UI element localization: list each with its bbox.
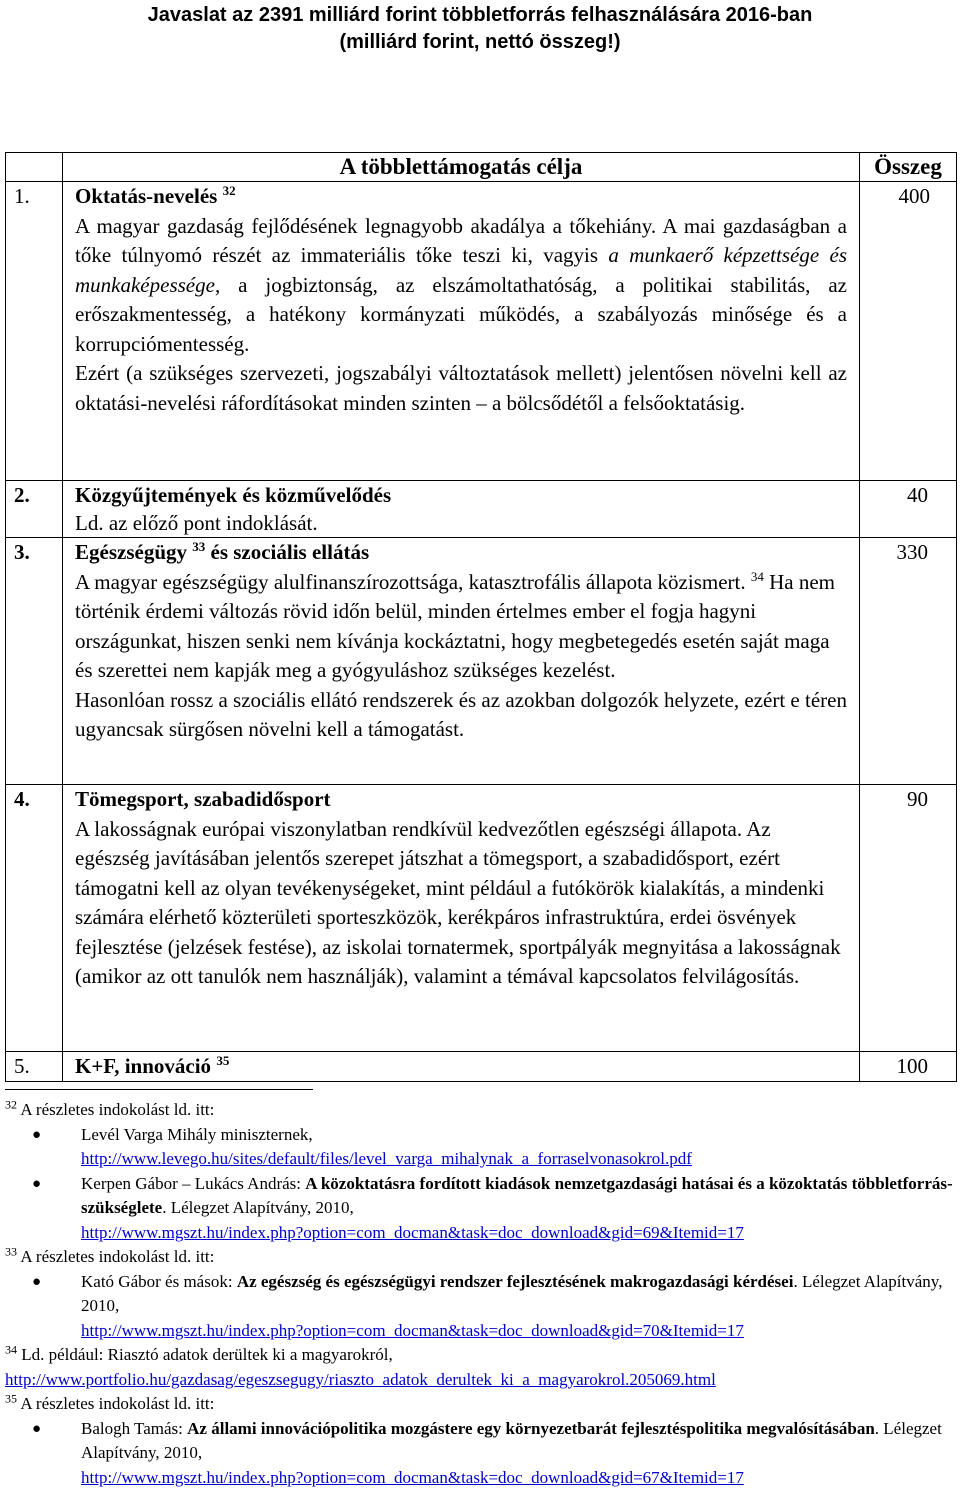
footnote-32: $^{32}$ A részletes indokolást ld. itt: <box>5 1097 215 1119</box>
row-number: 4. <box>6 785 63 1052</box>
bullet-icon: ● <box>32 1273 42 1290</box>
row-amount: 90 <box>860 785 957 1052</box>
footnotes <box>5 1098 955 1490</box>
footnote-divider <box>5 1089 313 1090</box>
row-description <box>63 182 860 481</box>
row-amount: 100 <box>860 1052 957 1082</box>
footnote-35: $^{35}$ A részletes indokolást ld. itt: <box>5 1391 215 1413</box>
row-description <box>63 1052 860 1082</box>
budget-table <box>5 152 957 1082</box>
row-title: Egészségügy $^{33}$ és szociális ellátás <box>75 539 370 564</box>
header-num-cell <box>6 153 63 182</box>
row-text-2: Hasonlóan rossz a szociális ellátó rendszerek és az azokban dolgozók helyzete, ezért e téren ugyancsak sürgősen növelni kell a támogatást. <box>75 687 847 741</box>
footnote-34: $^{34}$ Ld. például: Riasztó adatok derültek ki a magyarokról, http://www.portfolio.hu/gazdasag/egeszsegugy/riaszto_adatok_derultek_ki_a_magyarokrol.205069.html <box>5 1342 716 1389</box>
document-title <box>0 2 960 56</box>
row-description <box>63 785 860 1052</box>
bullet-icon: ● <box>32 1420 42 1437</box>
table-header-row <box>6 153 957 182</box>
row-number: 5. <box>6 1052 63 1082</box>
header-amount: Összeg <box>860 153 957 182</box>
row-title: Tömegsport, szabadidősport <box>75 787 331 811</box>
row-number: 3. <box>6 538 63 785</box>
row-description <box>63 538 860 785</box>
table-row <box>6 1052 957 1082</box>
row-title: Közgyűjtemények és közművelődés <box>75 483 392 507</box>
footnote-33: $^{33}$ A részletes indokolást ld. itt: <box>5 1244 215 1266</box>
reference-link[interactable]: http://www.portfolio.hu/gazdasag/egeszsegugy/riaszto_adatok_derultek_ki_a_magyarokrol.205069.html <box>5 1369 716 1389</box>
reference-link[interactable]: http://www.mgszt.hu/index.php?option=com_docman&task=doc_download&gid=69&Itemid=17 <box>81 1222 744 1242</box>
reference-link[interactable]: http://www.mgszt.hu/index.php?option=com_docman&task=doc_download&gid=70&Itemid=17 <box>81 1320 744 1340</box>
footnote-ref: 33 <box>192 539 206 554</box>
bullet-icon: ● <box>32 1175 42 1192</box>
row-text: A magyar egészségügy alulfinanszírozottsága, katasztrofális állapota közismert. $^{34}$ Ha nem történik érdemi változás rövid időn belül, minden értelmes ember el fogja hagyni országunkat, hiszen senki nem kívánja kockáztatni, hogy megbetegedés esetén saját maga és szerettei nem kapják meg a gyógyuláshoz szükséges kezelést. <box>75 568 836 682</box>
row-text: Ld. az előző pont indoklását. <box>75 511 318 535</box>
table-row <box>6 785 957 1052</box>
row-amount: 40 <box>860 481 957 538</box>
row-title: Oktatás-nevelés $^{32}$ <box>75 183 236 208</box>
header-purpose: A többlettámogatás célja <box>63 153 860 182</box>
list-item: ● Levél Varga Mihály miniszternek, http://www.levego.hu/sites/default/files/level_varga_mihalynak_a_forraselvonasokrol.pdf <box>32 1124 692 1168</box>
list-item: ● Kerpen Gábor – Lukács András: A közoktatásra fordított kiadások nemzetgazdasági hatásai és a közoktatás többletforrás-szükséglete. Lélegzet Alapítvány, 2010, http://www.mgszt.hu/index.php?option=com_docman&task=doc_download&gid=69&Itemid=17 <box>32 1173 953 1242</box>
row-text-2: Ezért (a szükséges szervezeti, jogszabályi változtatások mellett) jelentősen növelni kell az oktatási-nevelési ráfordításokat minden szinten – a bölcsődétől a felsőoktatásig. <box>75 361 847 415</box>
footnote-33-list <box>5 1270 955 1344</box>
row-amount: 330 <box>860 538 957 785</box>
reference-link[interactable]: http://www.levego.hu/sites/default/files/level_varga_mihalynak_a_forraselvonasokrol.pdf <box>81 1149 692 1168</box>
row-text: A magyar gazdaság fejlődésének legnagyobb akadálya a tőkehiány. A mai gazdaságban a tőke túlnyomó részét az immateriális tőke teszi ki, vagyis a munkaerő képzettsége és munkaképessége, a jogbiztonság, az elszámoltathatóság, a politikai stabilitás, az erőszakmentesség, a hatékony kormányzati működés, a szabályozás minősége és a korrupciómentesség. <box>75 213 847 356</box>
table-row <box>6 182 957 481</box>
title-line-1: Javaslat az 2391 milliárd forint többletforrás felhasználására 2016-ban <box>147 4 813 26</box>
row-text: A lakosságnak európai viszonylatban rendkívül kedvezőtlen egészségi állapota. Az egészség javításában jelentős szerepet játszhat a tömegsport, a szabadidősport, ezért támogatni kell az olyan tevékenységeket, mint például a futókörök kialakítás, a mindenki számára elérhető közterületi sporteszközök, kerékpáros infrastruktúra, erdei ösvények fejlesztése (jelzések festése), az iskolai tornatermek, sportpályák megnyitása a lakosságnak (amikor az ott tanulók nem használják), valamint a témával kapcsolatos felvilágosítás. <box>75 816 841 988</box>
list-item: ● Kató Gábor és mások: Az egészség és egészségügyi rendszer fejlesztésének makrogazdasági kérdései. Lélegzet Alapítvány, 2010, http://www.mgszt.hu/index.php?option=com_docman&task=doc_download&gid=70&Itemid=17 <box>32 1271 943 1340</box>
row-amount: 400 <box>860 182 957 481</box>
row-description <box>63 481 860 538</box>
reference-link[interactable]: http://www.mgszt.hu/index.php?option=com_docman&task=doc_download&gid=67&Itemid=17 <box>81 1467 744 1487</box>
row-number: 2. <box>6 481 63 538</box>
footnote-ref: 35 <box>216 1053 230 1068</box>
footnote-ref: 32 <box>222 183 236 198</box>
bullet-icon: ● <box>32 1126 42 1143</box>
footnote-ref: 34 <box>750 568 764 584</box>
table-row <box>6 538 957 785</box>
table-row <box>6 481 957 538</box>
footnote-32-list <box>5 1123 955 1246</box>
list-item: ● Balogh Tamás: Az állami innovációpolitika mozgástere egy környezetbarát fejlesztéspolitika megvalósításában. Lélegzet Alapítvány, 2010, http://www.mgszt.hu/index.php?option=com_docman&task=doc_download&gid=67&Itemid=17 <box>32 1418 942 1487</box>
footnote-35-list <box>5 1417 955 1491</box>
title-line-2: (milliárd forint, nettó összeg!) <box>339 31 621 53</box>
row-number: 1. <box>6 182 63 481</box>
row-title: K+F, innováció $^{35}$ <box>75 1053 230 1078</box>
